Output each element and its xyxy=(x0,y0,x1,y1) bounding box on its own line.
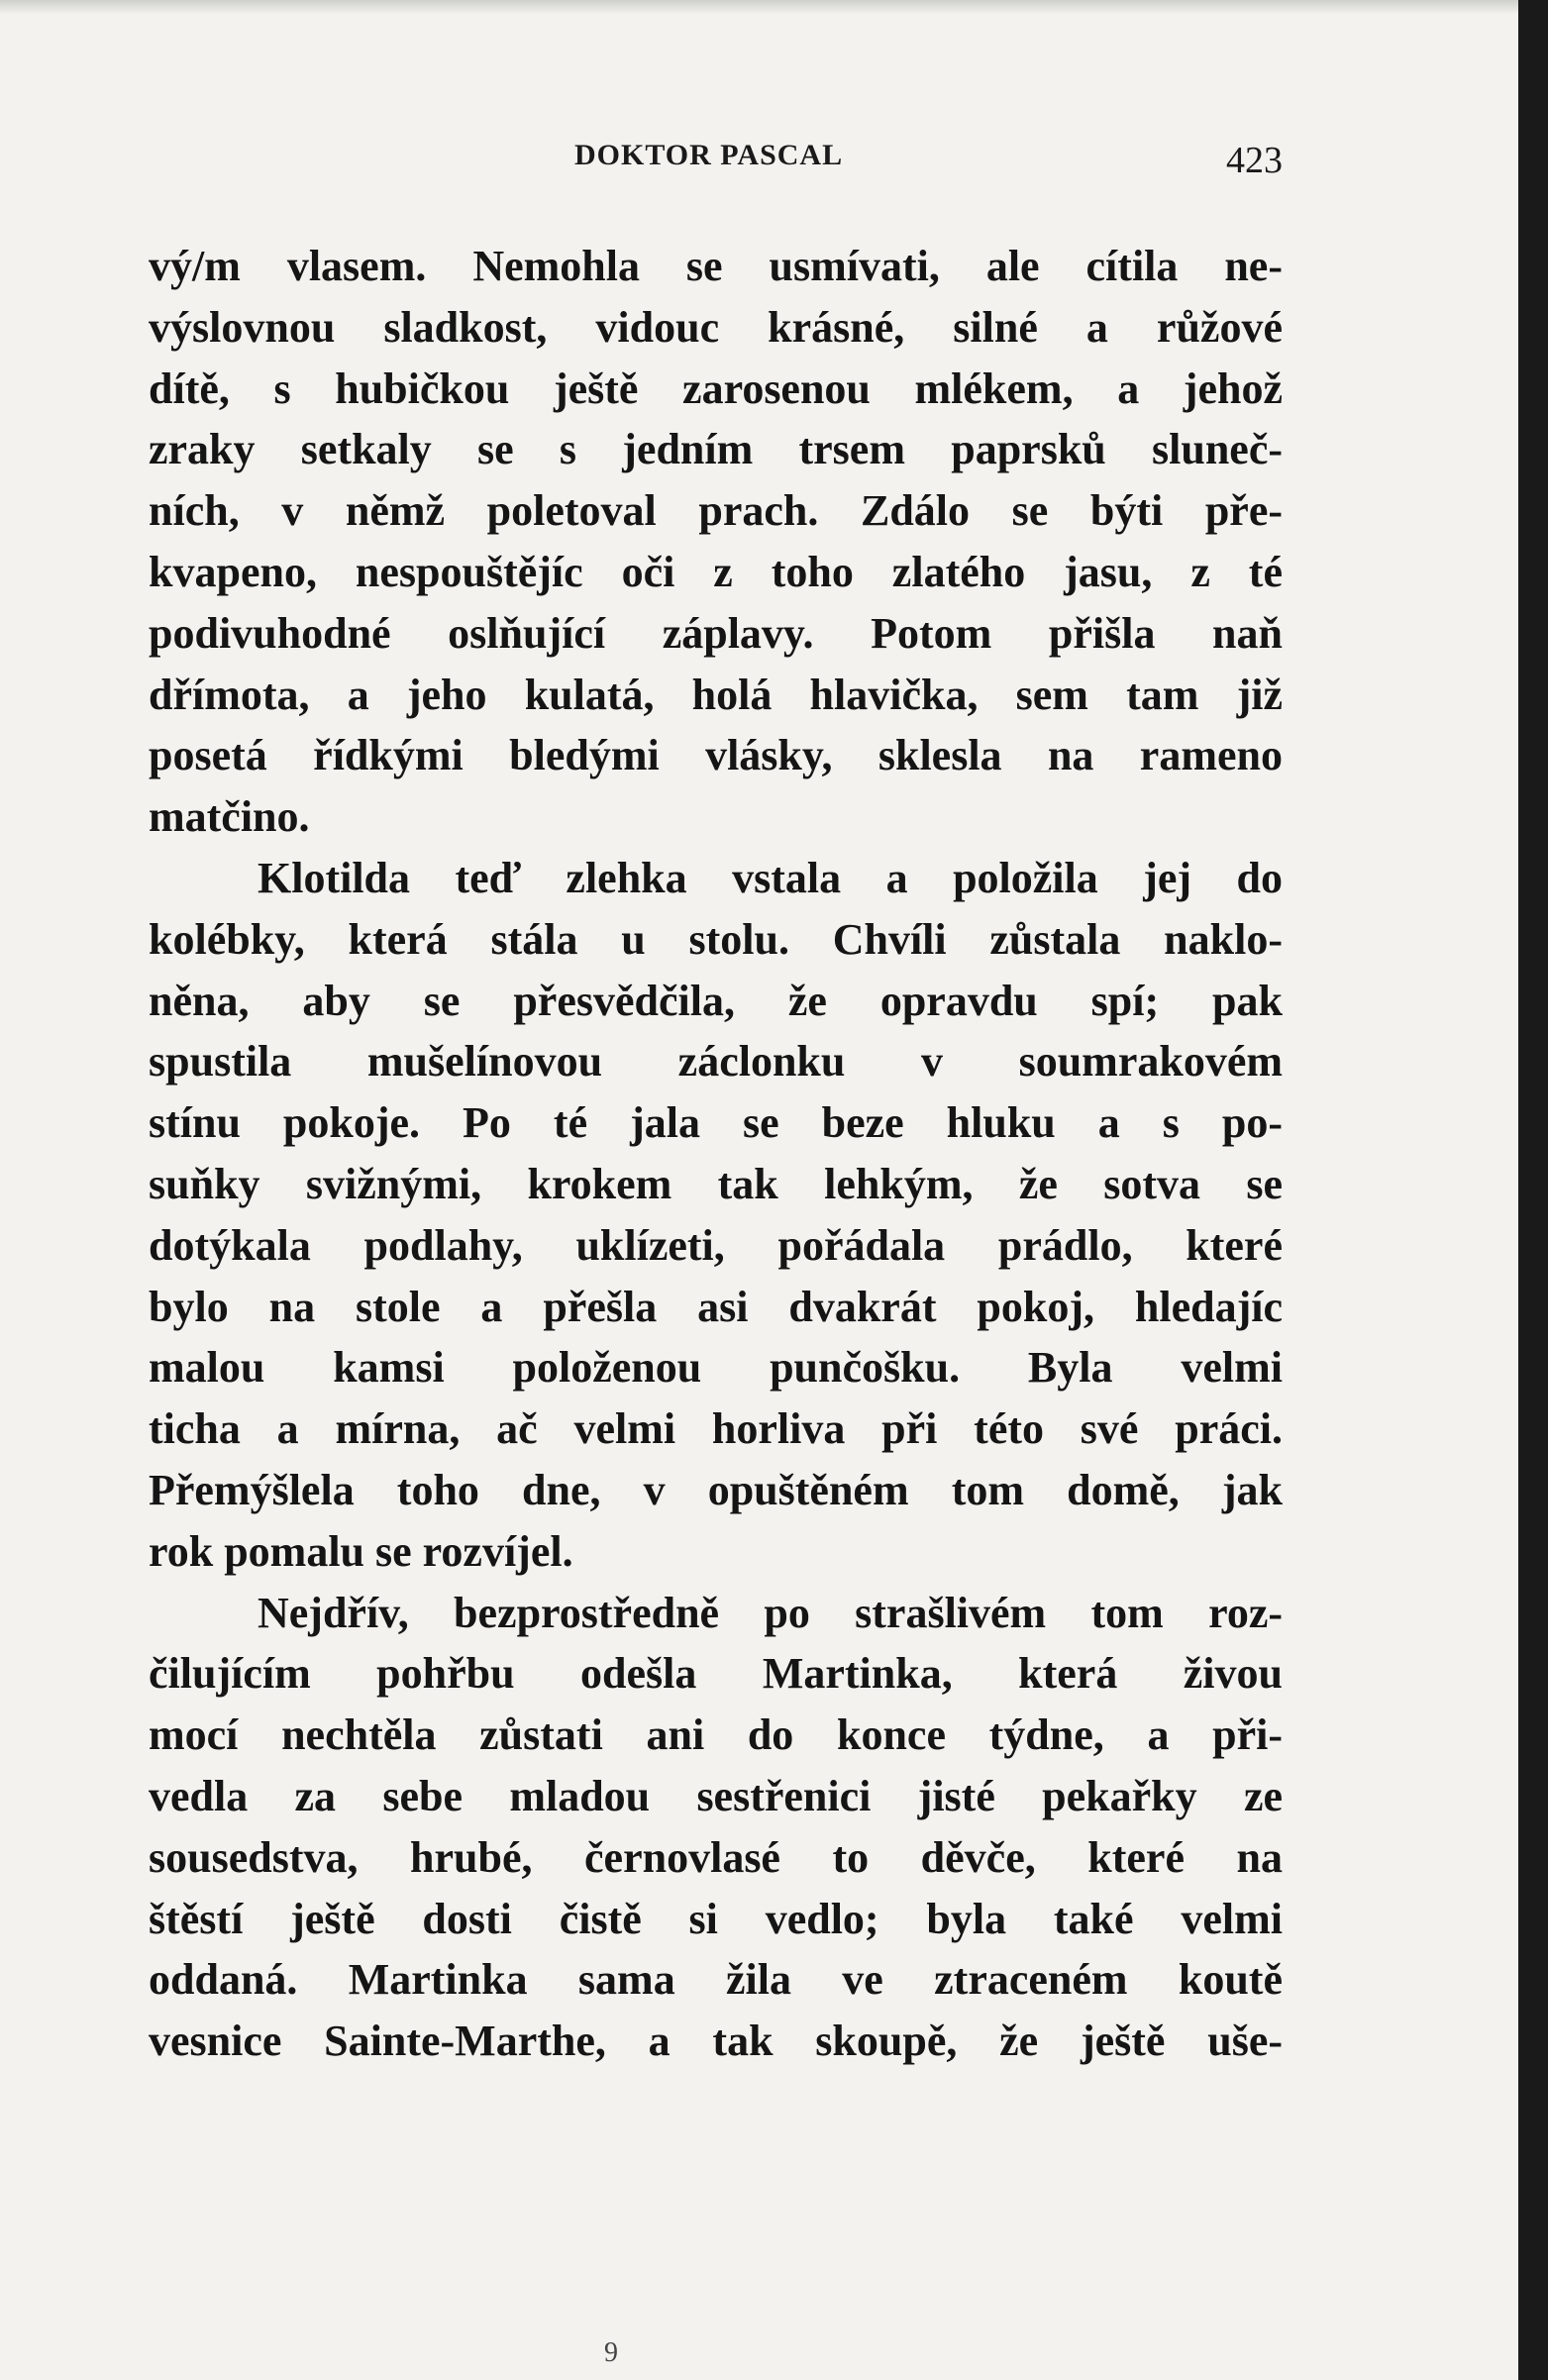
text-line: podivuhodné oslňující záplavy. Potom přišla naň xyxy=(149,608,1283,658)
text-line: zraky setkaly se s jedním trsem paprsků sluneč- xyxy=(149,425,1283,474)
text-line: Nejdřív, bezprostředně po strašlivém tom roz- xyxy=(258,1588,1283,1637)
text-line: Přemýšlela toho dne, v opuštěném tom domě, jak xyxy=(149,1465,1283,1514)
text-line: ních, v němž poletoval prach. Zdálo se býti pře- xyxy=(149,486,1283,536)
text-line: oddaná. Martinka sama žila ve ztraceném koutě xyxy=(149,1955,1283,2005)
text-line: vedla za sebe mladou sestřenici jisté pekařky ze xyxy=(149,1771,1283,1820)
text-line: malou kamsi položenou punčošku. Byla velmi xyxy=(149,1343,1283,1393)
text-line: dotýkala podlahy, uklízeti, pořádala prádlo, které xyxy=(149,1220,1283,1270)
page-top-edge xyxy=(0,0,1518,14)
text-line: výslovnou sladkost, vidouc krásné, silné a růžové xyxy=(149,302,1283,352)
text-line: posetá řídkými bledými vlásky, sklesla na rameno xyxy=(149,731,1283,780)
text-line: štěstí ještě dosti čistě si vedlo; byla také velmi xyxy=(149,1894,1283,1943)
page-right-edge xyxy=(1518,0,1548,2380)
text-line: sousedstva, hrubé, černovlasé to děvče, které na xyxy=(149,1832,1283,1882)
text-line: kolébky, která stála u stolu. Chvíli zůstala naklo- xyxy=(149,914,1283,964)
text-line: ticha a mírna, ač velmi horliva při této své práci. xyxy=(149,1404,1283,1454)
text-line: něna, aby se přesvědčila, že opravdu spí; pak xyxy=(149,976,1283,1025)
running-title: DOKTOR PASCAL xyxy=(574,139,844,171)
text-line: rok pomalu se rozvíjel. xyxy=(149,1526,573,1576)
text-line: suňky svižnými, krokem tak lehkým, že sotva se xyxy=(149,1159,1283,1208)
text-line: mocí nechtěla zůstati ani do konce týdne, a při- xyxy=(149,1710,1283,1760)
text-line: matčino. xyxy=(149,792,310,842)
footer-mark: 9 xyxy=(604,2337,618,2368)
text-line: bylo na stole a přešla asi dvakrát pokoj, hledajíc xyxy=(149,1282,1283,1331)
page-header xyxy=(149,139,1283,182)
text-line: spustila mušelínovou záclonku v soumrakovém xyxy=(149,1037,1283,1087)
text-line: vesnice Sainte-Marthe, a tak skoupě, že ještě uše- xyxy=(149,2017,1283,2066)
page-number: 423 xyxy=(1226,140,1283,181)
text-line: Klotilda teď zlehka vstala a položila jej do xyxy=(258,853,1283,902)
text-line: stínu pokoje. Po té jala se beze hluku a s po- xyxy=(149,1098,1283,1148)
text-line: kvapeno, nespouštějíc oči z toho zlatého jasu, z té xyxy=(149,547,1283,596)
text-line: dítě, s hubičkou ještě zarosenou mlékem, a jehož xyxy=(149,363,1283,413)
text-line: vý/m vlasem. Nemohla se usmívati, ale cítila ne- xyxy=(149,242,1283,290)
body-text xyxy=(149,236,1283,2072)
text-line: dřímota, a jeho kulatá, holá hlavička, sem tam již xyxy=(149,670,1283,719)
text-line: čilujícím pohřbu odešla Martinka, která živou xyxy=(149,1649,1283,1699)
